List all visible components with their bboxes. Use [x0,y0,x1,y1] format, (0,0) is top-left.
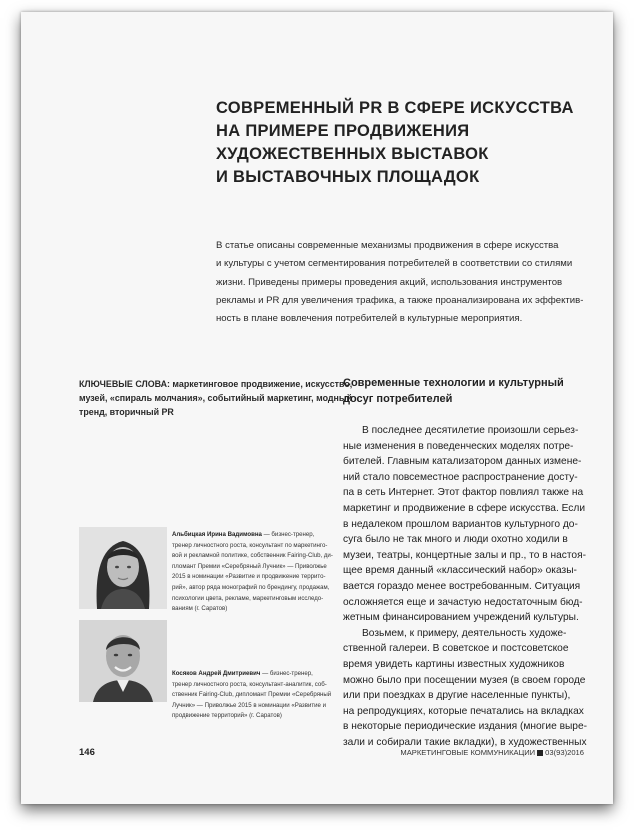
body-line: в недалеком прошлом вариантов культурного до- [343,518,578,530]
body-line: или при поездках в другие населенные пункты), [343,690,571,702]
body-line: ные изменения в поведенческих моделях потре- [343,440,574,452]
journal-issue: 03(93)2016 [545,748,584,757]
section-heading-line: досуг потребителей [343,392,453,405]
article-title [216,97,596,189]
body-line: па в сеть Интернет. Этот фактор повлиял также на [343,487,584,499]
page-number: 146 [79,747,95,758]
body-line: зали и собирали такие вкладки), в художественных [343,736,587,748]
keywords-line: КЛЮЧЕВЫЕ СЛОВА: маркетинговое продвижение, искусство, [79,379,353,389]
article-abstract [216,237,588,328]
body-line: маркетинг и продвижение в сфере искусства. Если [343,502,586,514]
author-bio-line: — бизнес-тренер, [261,531,315,538]
square-bullet-icon [537,750,543,756]
keywords-block [79,377,353,419]
author-bio-line: ственник Fairing-Club, дипломант Премии «Серебряный [172,691,332,699]
author-bio-1 [172,530,345,615]
body-line: Возьмем, к примеру, деятельность художе- [362,627,567,639]
body-line: бителей. Главным катализатором данных измене- [343,456,582,468]
journal-footer [400,748,584,757]
body-line: осложняется еще и зачастую недостаточным бюд- [343,596,583,608]
author-bio-line: тренер личностного роста, консультант по маркетинго- [172,541,328,549]
body-line: В последнее десятилетие произошли серьез- [362,425,579,436]
abstract-line: ность в плане вовлечения потребителей в культурные мероприятия. [216,313,523,325]
author-bio-line: пломант Премии «Серебряный Лучник» — Приволжье [172,562,327,570]
body-line: ственной галереи. В советское и постсоветское [343,643,569,655]
journal-name: МАРКЕТИНГОВЫЕ КОММУНИКАЦИИ [400,748,536,757]
author-bio-line: вой и рекламной политике, собственник Fairing-Club, ди- [172,552,333,560]
abstract-line: и культуры с учетом сегментирования потребителей в соответствии со стилями [216,258,573,270]
body-line: вается гораздо менее востребованным. Ситуация [343,580,581,592]
abstract-line: рекламы и PR для увеличения трафика, а также проанализирована их эффектив- [216,294,584,306]
author-name: Косяков Андрей Дмитриевич [172,670,261,677]
author-bio-line: продвижение территорий» (г. Саратов) [172,712,282,720]
author-bio-line: ваниям (г. Саратов) [172,605,228,613]
title-line: И ВЫСТАВОЧНЫХ ПЛОЩАДОК [216,168,480,186]
author-bio-line: рий», автор ряда монографий по брендингу, продажам, [172,583,330,591]
author-bio-2 [172,669,345,722]
body-column [343,423,608,750]
body-line: ний стало повсеместное распространение досту- [343,471,578,483]
keywords-line: музей, «спираль молчания», событийный маркетинг, модный [79,393,352,403]
body-line: время увидеть картины известных художников [343,658,565,670]
body-line: суга было не так много и люди охотно ходили в [343,534,568,546]
author-name: Альбицкая Ирина Вадимовна [172,531,262,538]
journal-page [21,12,613,804]
section-heading [343,376,603,407]
author-bio-line: Лучник» — Приволжье 2015 в номинации «Развитие и [172,701,327,709]
author-photo-2 [79,620,167,702]
body-line: жетным финансированием учреждений культуры. [343,612,579,624]
author-bio-line: 2015 в номинации «Развитие и продвижение террито- [172,573,326,581]
body-line: в некоторые периодические издания (многие выре- [343,721,588,733]
title-line: НА ПРИМЕРЕ ПРОДВИЖЕНИЯ [216,122,470,140]
body-line: на репродукциях, которые печатались на вкладках [343,705,584,717]
section-heading-line: Современные технологии и культурный [343,377,564,389]
body-line: можно было при посещении музея (в своем городе [343,674,586,686]
keywords-line: тренд, вторичный PR [79,407,174,417]
body-line: щее время данный «классический набор» оказы- [343,565,577,577]
author-bio-line: — бизнес-тренер, [260,670,313,677]
author-bio-line: психологии цвета, рекламе, маркетинговым исследо- [172,594,324,602]
abstract-line: В статье описаны современные механизмы продвижения в сфере искусства [216,240,559,251]
author-bio-line: тренер личностного роста, консультант-аналитик, соб- [172,680,327,688]
abstract-line: жизни. Приведены примеры проведения акций, использования инструментов [216,276,563,288]
title-line: ХУДОЖЕСТВЕННЫХ ВЫСТАВОК [216,145,489,163]
author-photo-1 [79,527,167,609]
title-line: СОВРЕМЕННЫЙ PR В СФЕРЕ ИСКУССТВА [216,99,574,117]
body-line: музеи, театры, концертные залы и пр., то в настоя- [343,549,586,561]
